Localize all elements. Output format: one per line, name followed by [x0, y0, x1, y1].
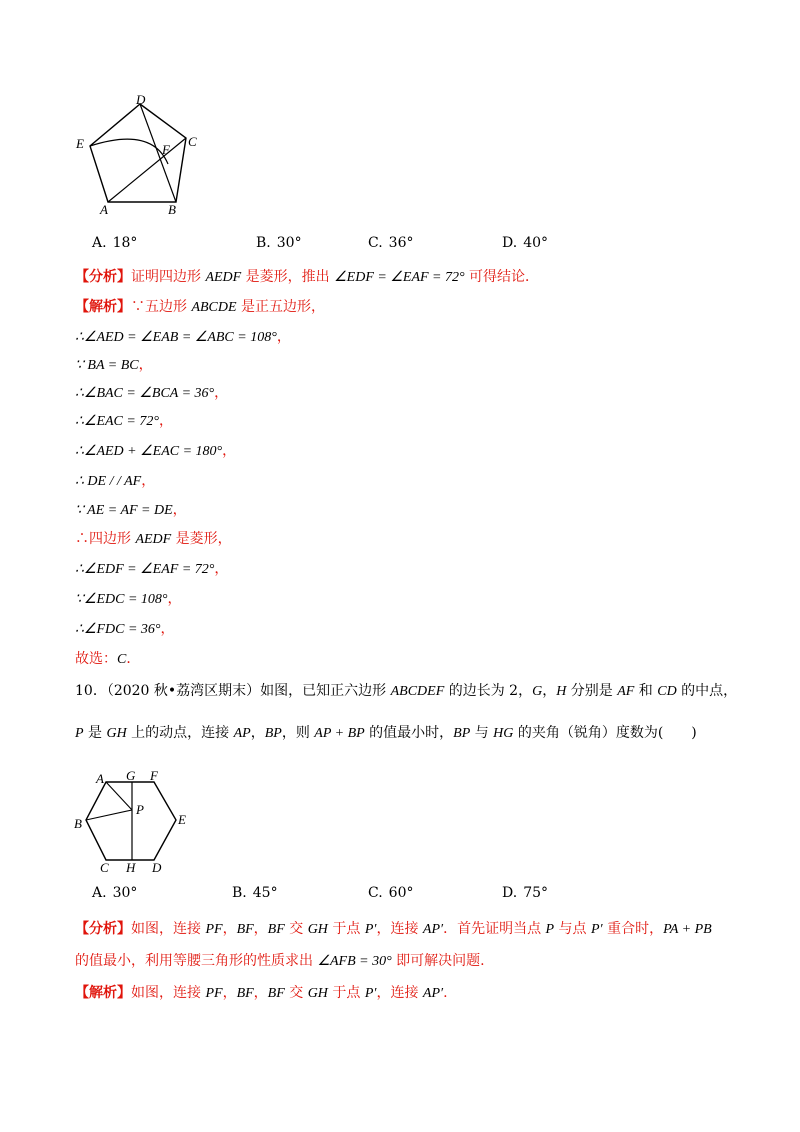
question-text: 的夹角（锐角）度数为 [513, 725, 658, 741]
math: BP [264, 726, 282, 741]
math: H [556, 684, 567, 699]
math: P′ [591, 922, 603, 937]
solution-text: ∵五边形 [131, 299, 192, 315]
question-text: ，则 [281, 725, 315, 741]
option-value: 36° [388, 235, 414, 251]
math: PA + PB [663, 922, 712, 937]
question-text: 是 [83, 725, 107, 741]
analysis-text: 即可解决问题. [391, 953, 485, 969]
math: AP′ [422, 986, 444, 1001]
q9-solution-line-1 [75, 296, 325, 316]
math: AP′ [422, 922, 444, 937]
comma: ， [214, 561, 229, 577]
question-text: 上的动点，连接 [126, 725, 234, 741]
solution-text: 是菱形， [171, 531, 232, 547]
analysis-text: ， [253, 921, 268, 937]
math: BF [236, 922, 254, 937]
question-text: ， [542, 683, 557, 699]
final-text: ． [126, 651, 141, 667]
comma: ， [138, 357, 153, 373]
solution-text: ， [222, 985, 237, 1001]
option-letter: C. [368, 235, 383, 251]
solution-tag: 【解析】 [75, 985, 131, 1001]
label-P: P [136, 802, 144, 817]
analysis-text: 证明四边形 [131, 269, 206, 285]
label-C: C [100, 860, 109, 875]
math: ∴∠EAC = 72° [75, 414, 159, 429]
math: C [117, 652, 127, 667]
math: ∵ BA = BC [75, 358, 139, 373]
label-F: F [150, 770, 158, 783]
math: ∴ DE / / AF [75, 474, 142, 489]
option-value: 75° [523, 885, 549, 901]
question-text: 的边长为 2， [444, 683, 533, 699]
solution-text: 交 [284, 985, 308, 1001]
q9-solution-line-8 [75, 499, 187, 519]
math: BP [453, 726, 471, 741]
math: GH [106, 726, 127, 741]
question-text: 与 [470, 725, 494, 741]
pentagon-diagram [72, 92, 212, 220]
comma: ， [158, 413, 173, 429]
solution-text: 如图，连接 [131, 985, 206, 1001]
analysis-text: ，连接 [376, 921, 423, 937]
math: P [75, 726, 84, 741]
math: BF [267, 922, 285, 937]
solution-text: . [443, 985, 448, 1001]
q9-option-d[interactable] [502, 235, 548, 251]
option-value: 30° [112, 885, 138, 901]
analysis-text: 交 [284, 921, 308, 937]
solution-text: 于点 [327, 985, 365, 1001]
analysis-text: ， [222, 921, 237, 937]
math: P′ [364, 986, 377, 1001]
math: ∴∠AED + ∠EAC = 180° [75, 444, 223, 459]
math: P′ [364, 922, 377, 937]
q10-solution-line-1 [75, 982, 448, 1002]
option-letter: D. [502, 885, 518, 901]
math: GH [307, 922, 328, 937]
math: ∴∠FDC = 36° [75, 622, 161, 637]
q10-options [92, 885, 732, 907]
question-text: 10．（2020 秋•荔湾区期末）如图，已知正六边形 [75, 683, 391, 699]
math: BF [236, 986, 254, 1001]
math: ∴∠EDF = ∠EAF = 72° [75, 562, 215, 577]
label-E: E [76, 136, 84, 151]
q9-solution-line-11 [75, 588, 182, 608]
q9-solution-line-7 [75, 470, 155, 490]
q9-solution-line-12 [75, 618, 175, 638]
q10-option-a[interactable] [92, 885, 137, 901]
label-F: F [162, 142, 170, 157]
math: BF [267, 986, 285, 1001]
analysis-tag: 【分析】 [75, 921, 131, 937]
math: ∠EDF = ∠EAF = 72° [334, 270, 465, 285]
math: G [532, 684, 543, 699]
option-letter: A. [92, 885, 107, 901]
question-text: 分别是 [566, 683, 618, 699]
option-value: 30° [276, 235, 302, 251]
analysis-tag: 【分析】 [75, 269, 131, 285]
label-C: C [188, 134, 197, 149]
option-letter: A. [92, 235, 107, 251]
math: AP [233, 726, 251, 741]
q10-option-b[interactable] [232, 885, 278, 901]
option-value: 45° [252, 885, 278, 901]
option-letter: D. [502, 235, 518, 251]
question-text: 的中点， [676, 683, 738, 699]
label-D: D [136, 92, 146, 107]
solution-text: ∴四边形 [75, 531, 136, 547]
q10-option-c[interactable] [368, 885, 414, 901]
answer-blank: ( ) [657, 725, 697, 741]
solution-text: 是正五边形， [236, 299, 326, 315]
q9-option-c[interactable] [368, 235, 414, 251]
comma: ， [167, 591, 182, 607]
math: ∠AFB = 30° [317, 954, 392, 969]
label-B: B [168, 202, 176, 217]
comma: ， [172, 502, 187, 518]
analysis-text: 可得结论． [464, 269, 540, 285]
math: AP + BP [314, 726, 365, 741]
math: ∵ AE = AF = DE [75, 503, 173, 518]
analysis-text: 的值最小，利用等腰三角形的性质求出 [75, 953, 318, 969]
comma: ， [160, 621, 175, 637]
analysis-text: 于点 [327, 921, 365, 937]
option-letter: B. [232, 885, 247, 901]
q9-solution-line-2 [75, 326, 291, 346]
solution-text: ， [253, 985, 268, 1001]
math: ABCDEF [390, 684, 445, 699]
q10-question-line-1 [75, 680, 737, 700]
q9-solution-line-6 [75, 440, 236, 460]
math: HG [493, 726, 514, 741]
label-A: A [100, 202, 108, 217]
math: ABCDE [191, 300, 237, 315]
question-text: 的值最小时， [364, 725, 454, 741]
q9-final-answer [75, 648, 140, 668]
comma: ， [141, 473, 156, 489]
q9-options [92, 235, 732, 257]
q9-option-b[interactable] [256, 235, 302, 251]
solution-tag: 【解析】 [75, 299, 131, 315]
math: ∴∠BAC = ∠BCA = 36° [75, 386, 215, 401]
final-text: 故选： [75, 651, 117, 667]
q9-option-a[interactable] [92, 235, 137, 251]
option-value: 60° [388, 885, 414, 901]
math: ∵∠EDC = 108° [75, 592, 168, 607]
question-text: ， [250, 725, 265, 741]
hexagon-figure [72, 770, 202, 878]
q10-option-d[interactable] [502, 885, 548, 901]
analysis-text: 与点 [554, 921, 591, 937]
hexagon-diagram [72, 770, 202, 878]
math: PF [205, 986, 223, 1001]
q9-solution-line-9 [75, 528, 232, 548]
math: AF [617, 684, 635, 699]
question-text: 和 [634, 683, 658, 699]
label-G: G [126, 770, 136, 783]
option-letter: B. [256, 235, 271, 251]
analysis-text: 是菱形，推出 [241, 269, 335, 285]
comma: ， [222, 443, 237, 459]
solution-text: ，连接 [376, 985, 423, 1001]
pentagon-figure [72, 92, 212, 220]
q9-analysis [75, 266, 539, 286]
label-D: D [152, 860, 162, 875]
option-value: 18° [112, 235, 138, 251]
q9-solution-line-4 [75, 382, 228, 402]
option-value: 40° [523, 235, 549, 251]
analysis-text: 如图，连接 [131, 921, 206, 937]
label-A: A [96, 771, 104, 786]
label-H: H [126, 860, 136, 875]
comma: ， [214, 385, 229, 401]
analysis-text: 重合时， [602, 921, 664, 937]
q10-question-line-2 [75, 722, 697, 742]
q10-analysis-line-2 [75, 950, 485, 970]
comma: ， [276, 329, 291, 345]
q9-solution-line-10 [75, 558, 228, 578]
q10-analysis-line-1 [75, 918, 712, 938]
math: GH [307, 986, 328, 1001]
math: CD [657, 684, 677, 699]
math: AEDF [205, 270, 242, 285]
q9-solution-line-5 [75, 410, 173, 430]
q9-solution-line-3 [75, 354, 153, 374]
label-E: E [178, 812, 186, 827]
math: ∴∠AED = ∠EAB = ∠ABC = 108° [75, 330, 277, 345]
math: P [545, 922, 555, 937]
math: PF [205, 922, 223, 937]
label-B: B [74, 816, 82, 831]
analysis-text: ．首先证明当点 [443, 921, 546, 937]
math: AEDF [135, 532, 172, 547]
option-letter: C. [368, 885, 383, 901]
